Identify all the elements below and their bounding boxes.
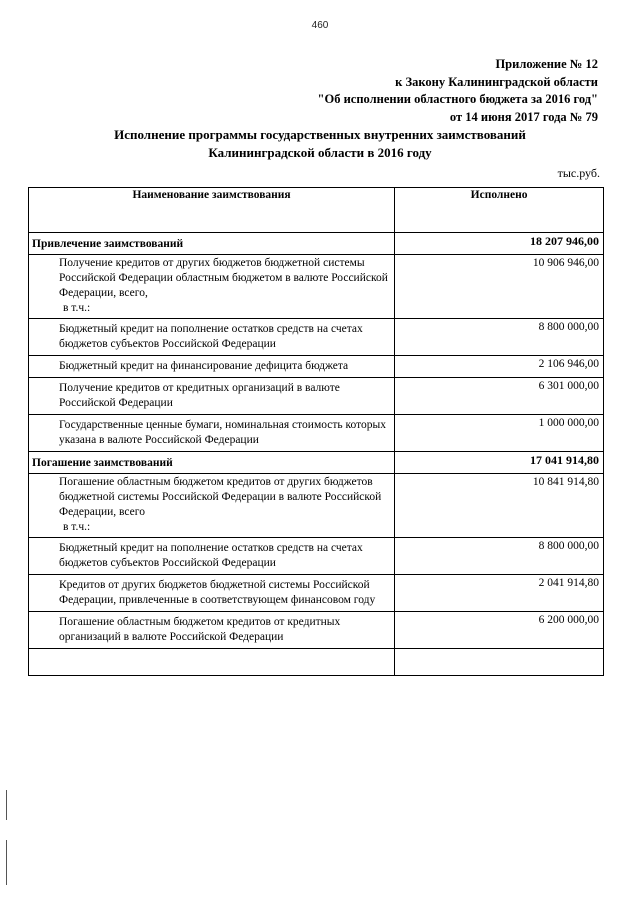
table-row [29, 474, 604, 538]
table-row [29, 255, 604, 319]
row-value: 8 800 000,00 [395, 319, 604, 356]
row-name: Погашение областным бюджетом кредитов от кредитных организаций в валюте Российской Федерации [29, 612, 395, 649]
row-value: 10 906 946,00 [395, 255, 604, 319]
row-name: Погашение областным бюджетом кредитов от других бюджетов бюджетной системы Российской Федерации в валюте Российской Федерации, всего [59, 476, 382, 518]
document-title-line-1: Исполнение программы государственных внутренних заимствований [114, 127, 526, 142]
row-name: Получение кредитов от других бюджетов бюджетной системы Российской Федерации областным бюджетом в валюте Российской Федерации, всего, [59, 257, 388, 299]
row-value: 6 301 000,00 [395, 378, 604, 415]
table-row [29, 575, 604, 612]
scan-margin-mark [6, 840, 7, 885]
section-value: 18 207 946,00 [395, 233, 604, 255]
row-value: 1 000 000,00 [395, 415, 604, 452]
row-name: Бюджетный кредит на пополнение остатков средств на счетах бюджетов субъектов Российской Федерации [29, 319, 395, 356]
section-row-repayment [29, 452, 604, 474]
empty-cell [29, 649, 395, 676]
appendix-law-ref: к Закону Калининградской области [395, 74, 598, 89]
table-header-row [29, 188, 604, 233]
row-value: 10 841 914,80 [395, 474, 604, 538]
row-name: Бюджетный кредит на пополнение остатков средств на счетах бюджетов субъектов Российской Федерации [29, 538, 395, 575]
borrowing-table [28, 187, 604, 676]
row-value: 6 200 000,00 [395, 612, 604, 649]
row-value: 8 800 000,00 [395, 538, 604, 575]
appendix-number: Приложение № 12 [495, 57, 598, 71]
row-value: 2 041 914,80 [395, 575, 604, 612]
document-title [0, 126, 640, 162]
appendix-header [318, 56, 598, 126]
document-title-line-2: Калининградской области в 2016 году [208, 145, 432, 160]
page-number: 460 [311, 20, 329, 31]
table-row [29, 356, 604, 378]
row-name: Бюджетный кредит на финансирование дефицита бюджета [29, 356, 395, 378]
table-row [29, 538, 604, 575]
empty-cell [395, 649, 604, 676]
section-row-attraction [29, 233, 604, 255]
row-value: 2 106 946,00 [395, 356, 604, 378]
table-row [29, 319, 604, 356]
scan-margin-mark [6, 790, 7, 820]
row-note: в т.ч.: [63, 302, 91, 314]
row-name: Государственные ценные бумаги, номинальная стоимость которых указана в валюте Российской Федерации [29, 415, 395, 452]
row-name: Получение кредитов от кредитных организаций в валюте Российской Федерации [29, 378, 395, 415]
section-name: Привлечение заимствований [29, 233, 395, 255]
appendix-law-date: от 14 июня 2017 года № 79 [449, 109, 598, 124]
table-row [29, 415, 604, 452]
row-note: в т.ч.: [63, 521, 91, 533]
table-row [29, 378, 604, 415]
appendix-law-title: "Об исполнении областного бюджета за 2016 год" [317, 92, 598, 106]
table-empty-row [29, 649, 604, 676]
table-row [29, 612, 604, 649]
header-value: Исполнено [395, 188, 604, 233]
units-label: тыс.руб. [557, 166, 600, 180]
header-name: Наименование заимствования [29, 188, 395, 233]
section-name: Погашение заимствований [29, 452, 395, 474]
section-value: 17 041 914,80 [395, 452, 604, 474]
row-name: Кредитов от других бюджетов бюджетной системы Российской Федерации, привлеченные в соответствующем финансовом году [29, 575, 395, 612]
